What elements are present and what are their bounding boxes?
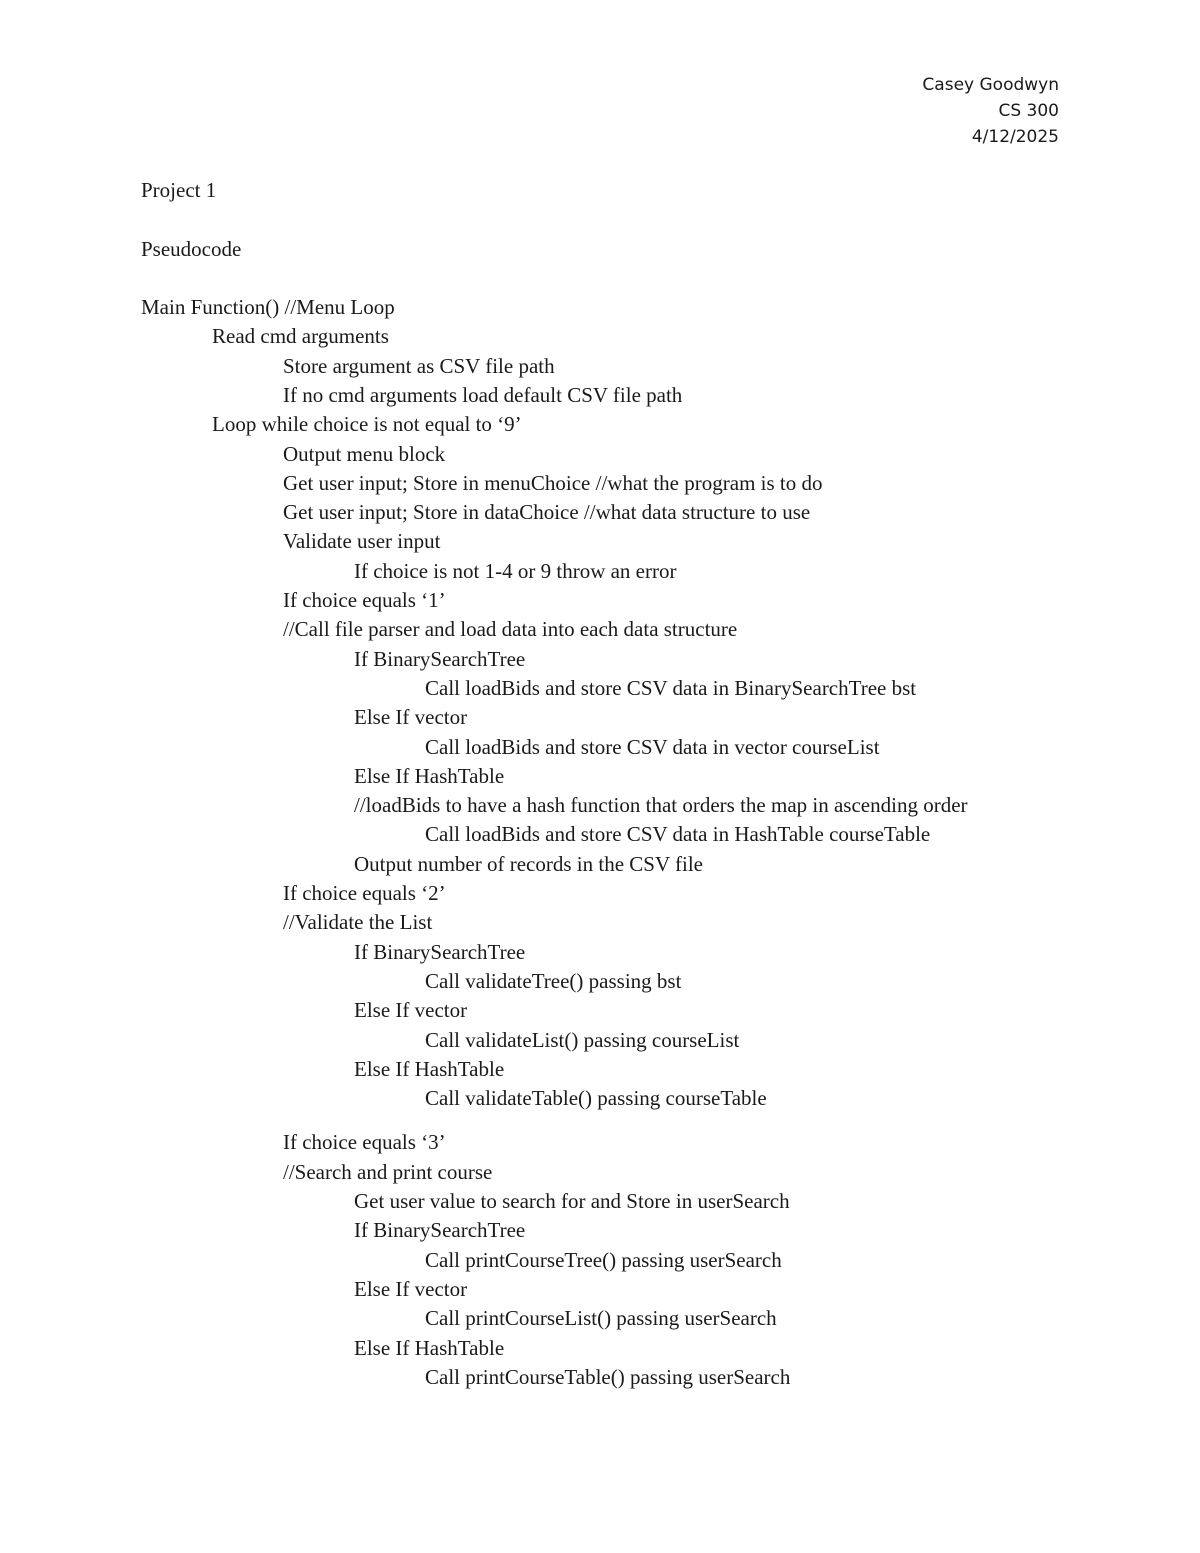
pseudocode-line: Else If vector [354, 998, 468, 1023]
pseudocode-line: If choice is not 1-4 or 9 throw an error [354, 558, 677, 583]
pseudocode-line: Get user input; Store in dataChoice //what data structure to use [283, 500, 811, 525]
pseudocode-line: Call printCourseTree() passing userSearch [425, 1247, 782, 1272]
document-title: Project 1 [141, 178, 217, 202]
pseudocode-line: Else If HashTable [354, 1335, 505, 1360]
pseudocode-line: //Search and print course [283, 1159, 493, 1184]
pseudocode-line: Else If HashTable [354, 763, 505, 788]
pseudocode-line: Main Function() //Menu Loop [141, 295, 395, 319]
pseudocode-line: Call loadBids and store CSV data in vector courseList [425, 734, 880, 759]
pseudocode-line: //Validate the List [283, 910, 433, 935]
pseudocode-line: Store argument as CSV file path [283, 353, 555, 378]
pseudocode-line: If no cmd arguments load default CSV file path [283, 382, 683, 407]
pseudocode-line: Call validateList() passing courseList [425, 1027, 740, 1052]
pseudocode-line: Output menu block [283, 441, 446, 466]
pseudocode-line: Else If vector [354, 1276, 468, 1301]
pseudocode-line: Call printCourseTable() passing userSearch [425, 1364, 791, 1389]
pseudocode-line: //Call file parser and load data into each data structure [283, 617, 738, 642]
pseudocode-line: If BinarySearchTree [354, 1218, 526, 1243]
pseudocode-line: Output number of records in the CSV file [354, 851, 703, 876]
pseudocode-line: Call validateTable() passing courseTable [425, 1086, 767, 1111]
pseudocode-line: Call validateTree() passing bst [425, 968, 682, 993]
pseudocode-line: Else If vector [354, 705, 468, 730]
pseudocode-line: If BinarySearchTree [354, 939, 526, 964]
pseudocode-line: Validate user input [283, 529, 441, 554]
pseudocode-line: //loadBids to have a hash function that orders the map in ascending order [354, 793, 968, 818]
pseudocode-line: Get user value to search for and Store in userSearch [354, 1189, 790, 1213]
pseudocode-line: Get user input; Store in menuChoice //what the program is to do [283, 470, 823, 495]
pseudocode-line: If BinarySearchTree [354, 646, 526, 671]
pseudocode-line: Loop while choice is not equal to ‘9’ [212, 412, 522, 437]
pseudocode-line: Else If HashTable [354, 1056, 505, 1081]
document-header [922, 72, 1059, 150]
author-name: Casey Goodwyn [922, 75, 1059, 95]
course-code: CS 300 [998, 101, 1059, 121]
pseudocode-line: If choice equals ‘2’ [283, 881, 446, 905]
pseudocode-line: Call loadBids and store CSV data in HashTable courseTable [425, 822, 931, 847]
pseudocode-line: Call loadBids and store CSV data in BinarySearchTree bst [425, 675, 917, 700]
section-heading: Pseudocode [141, 237, 242, 261]
document-date: 4/12/2025 [971, 127, 1059, 147]
pseudocode-line: Call printCourseList() passing userSearch [425, 1306, 777, 1331]
pseudocode-line: Read cmd arguments [212, 324, 389, 349]
pseudocode-line: If choice equals ‘3’ [283, 1130, 446, 1155]
pseudocode-line: If choice equals ‘1’ [283, 588, 446, 612]
